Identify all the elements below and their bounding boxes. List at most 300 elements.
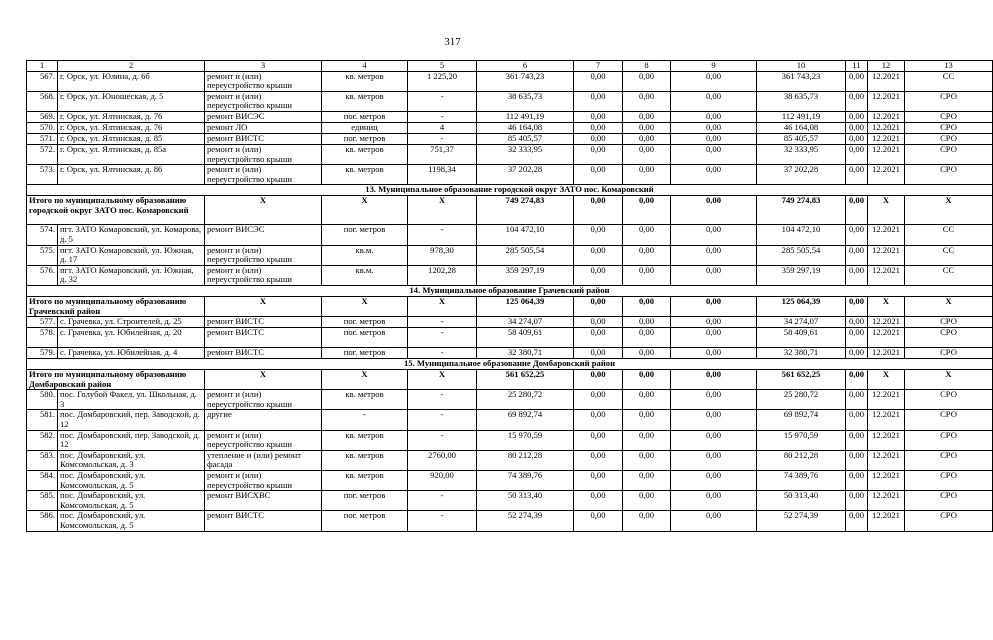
owner-funds: 58 409,61	[757, 328, 846, 348]
address: с. Грачевка, ул. Юбилейная, д. 4	[58, 348, 205, 359]
x-mark: X	[868, 196, 905, 225]
quantity: 920,00	[408, 471, 477, 491]
row-number: 577.	[27, 317, 58, 328]
completion-date: 12.2021	[868, 133, 905, 144]
work-type: ремонт и (или) переустройство крыши	[205, 430, 322, 450]
work-type: ремонт ВИСТС	[205, 133, 322, 144]
row-number: 586.	[27, 511, 58, 531]
row-number: 582.	[27, 430, 58, 450]
cost-value: 0,00	[671, 511, 757, 531]
column-number-row	[27, 61, 993, 72]
quantity: -	[408, 317, 477, 328]
column-number: 4	[322, 61, 408, 72]
column-number: 2	[58, 61, 205, 72]
cost-value: 0,00	[623, 245, 671, 265]
quantity: -	[408, 91, 477, 111]
total-cost: 85 405,57	[477, 133, 574, 144]
address: г. Орск, ул. Юношеская, д. 5	[58, 91, 205, 111]
unit: кв. метров	[322, 91, 408, 111]
cost-value: 0,00	[574, 225, 623, 245]
total-cost: 52 274,39	[477, 511, 574, 531]
cost-value: 0,00	[574, 491, 623, 511]
completion-date: 12.2021	[868, 450, 905, 470]
address: пгт. ЗАТО Комаровский, ул. Южная, д. 17	[58, 245, 205, 265]
x-mark: X	[905, 296, 993, 316]
subtotal-title: Итого по муниципальному образованию Домбаровский район	[27, 370, 205, 390]
owner-funds: 46 164,08	[757, 122, 846, 133]
completion-date: 12.2021	[868, 317, 905, 328]
cost-value: 0,00	[623, 133, 671, 144]
cost-value: 0,00	[671, 471, 757, 491]
table-row	[27, 71, 993, 91]
fund-method: СРО	[905, 91, 993, 111]
owner-funds: 15 970,59	[757, 430, 846, 450]
cost-value: 0,00	[623, 165, 671, 185]
cost-value: 0,00	[623, 111, 671, 122]
cost-value: 0,00	[574, 471, 623, 491]
table-row	[27, 328, 993, 348]
owner-funds: 285 505,54	[757, 245, 846, 265]
total-cost: 80 212,28	[477, 450, 574, 470]
work-type: другие	[205, 410, 322, 430]
fund-method: СРО	[905, 430, 993, 450]
work-type: ремонт и (или) переустройство крыши	[205, 471, 322, 491]
unit: кв. метров	[322, 471, 408, 491]
total-cost: 112 491,19	[477, 111, 574, 122]
table-body	[27, 61, 993, 532]
quantity: 1 225,20	[408, 71, 477, 91]
unit: пог. метров	[322, 133, 408, 144]
cost-value: 0,00	[671, 144, 757, 164]
table-row	[27, 430, 993, 450]
quantity: 978,30	[408, 245, 477, 265]
work-type: ремонт и (или) переустройство крыши	[205, 165, 322, 185]
cost-value: 0,00	[671, 122, 757, 133]
row-number: 569.	[27, 111, 58, 122]
fund-method: СРО	[905, 410, 993, 430]
owner-funds: 80 212,28	[757, 450, 846, 470]
cost-value: 0,00	[671, 265, 757, 285]
row-number: 567.	[27, 71, 58, 91]
unit: кв. метров	[322, 144, 408, 164]
x-mark: X	[322, 370, 408, 390]
cost-value: 0,00	[671, 296, 757, 316]
owner-funds: 34 274,07	[757, 317, 846, 328]
section-title: 14. Муниципальное образование Грачевский район	[27, 285, 993, 296]
row-number: 579.	[27, 348, 58, 359]
table-row	[27, 265, 993, 285]
section-header-row	[27, 185, 993, 196]
quantity: -	[408, 111, 477, 122]
address: г. Орск, ул. Ялтинская, д. 85а	[58, 144, 205, 164]
cost-value: 0,00	[846, 111, 868, 122]
owner-funds: 69 892,74	[757, 410, 846, 430]
column-number: 7	[574, 61, 623, 72]
fund-method: СРО	[905, 471, 993, 491]
address: пос. Домбаровский, ул. Комсомольская, д. 5	[58, 491, 205, 511]
completion-date: 12.2021	[868, 348, 905, 359]
cost-value: 0,00	[846, 430, 868, 450]
owner-funds: 749 274,83	[757, 196, 846, 225]
row-number: 580.	[27, 390, 58, 410]
owner-funds: 50 313,40	[757, 491, 846, 511]
fund-method: СРО	[905, 511, 993, 531]
cost-value: 0,00	[846, 71, 868, 91]
cost-value: 0,00	[623, 317, 671, 328]
fund-method: СРО	[905, 328, 993, 348]
owner-funds: 112 491,19	[757, 111, 846, 122]
cost-value: 0,00	[846, 144, 868, 164]
unit: кв. метров	[322, 165, 408, 185]
column-number: 11	[846, 61, 868, 72]
column-number: 8	[623, 61, 671, 72]
cost-value: 0,00	[846, 511, 868, 531]
column-number: 9	[671, 61, 757, 72]
cost-value: 0,00	[623, 450, 671, 470]
cost-value: 0,00	[846, 370, 868, 390]
cost-value: 0,00	[671, 491, 757, 511]
completion-date: 12.2021	[868, 71, 905, 91]
cost-value: 0,00	[671, 245, 757, 265]
total-cost: 749 274,83	[477, 196, 574, 225]
section-title: 15. Муниципальное образование Домбаровский район	[27, 359, 993, 370]
quantity: 2760,00	[408, 450, 477, 470]
unit: кв. метров	[322, 430, 408, 450]
quantity: -	[408, 491, 477, 511]
table-row	[27, 133, 993, 144]
cost-value: 0,00	[574, 430, 623, 450]
unit: пог. метров	[322, 328, 408, 348]
cost-value: 0,00	[671, 390, 757, 410]
total-cost: 125 064,39	[477, 296, 574, 316]
completion-date: 12.2021	[868, 122, 905, 133]
cost-value: 0,00	[671, 133, 757, 144]
table-row	[27, 91, 993, 111]
cost-value: 0,00	[623, 491, 671, 511]
cost-value: 0,00	[574, 410, 623, 430]
completion-date: 12.2021	[868, 165, 905, 185]
cost-value: 0,00	[574, 390, 623, 410]
unit: кв. метров	[322, 390, 408, 410]
work-type: ремонт ВИСТС	[205, 328, 322, 348]
row-number: 583.	[27, 450, 58, 470]
fund-method: СС	[905, 245, 993, 265]
cost-value: 0,00	[623, 91, 671, 111]
table-row	[27, 245, 993, 265]
work-type: ремонт ВИСЭС	[205, 225, 322, 245]
cost-value: 0,00	[671, 165, 757, 185]
cost-value: 0,00	[623, 390, 671, 410]
quantity: -	[408, 133, 477, 144]
page-number: 317	[444, 36, 461, 48]
cost-value: 0,00	[846, 348, 868, 359]
work-type: ремонт и (или) переустройство крыши	[205, 71, 322, 91]
unit: пог. метров	[322, 511, 408, 531]
table-row	[27, 111, 993, 122]
quantity: -	[408, 348, 477, 359]
cost-value: 0,00	[574, 71, 623, 91]
work-type: утепление и (или) ремонт фасада	[205, 450, 322, 470]
total-cost: 32 333,95	[477, 144, 574, 164]
row-number: 571.	[27, 133, 58, 144]
table-row	[27, 390, 993, 410]
section-header-row	[27, 359, 993, 370]
cost-value: 0,00	[846, 296, 868, 316]
table-row	[27, 471, 993, 491]
total-cost: 15 970,59	[477, 430, 574, 450]
cost-value: 0,00	[846, 471, 868, 491]
section-header-row	[27, 285, 993, 296]
cost-value: 0,00	[846, 225, 868, 245]
owner-funds: 38 635,73	[757, 91, 846, 111]
completion-date: 12.2021	[868, 111, 905, 122]
address: г. Орск, ул. Ялтинская, д. 76	[58, 111, 205, 122]
cost-value: 0,00	[623, 144, 671, 164]
unit: кв. метров	[322, 71, 408, 91]
cost-value: 0,00	[846, 196, 868, 225]
unit: кв. метров	[322, 450, 408, 470]
row-number: 568.	[27, 91, 58, 111]
cost-value: 0,00	[846, 122, 868, 133]
address: пос. Домбаровский, ул. Комсомольская, д. 3	[58, 450, 205, 470]
address: г. Орск, ул. Ялтинская, д. 85	[58, 133, 205, 144]
x-mark: X	[905, 196, 993, 225]
owner-funds: 561 652,25	[757, 370, 846, 390]
row-number: 585.	[27, 491, 58, 511]
subtotal-title: Итого по муниципальному образованию городской округ ЗАТО пос. Комаровский	[27, 196, 205, 225]
completion-date: 12.2021	[868, 245, 905, 265]
work-type: ремонт ВИСТС	[205, 317, 322, 328]
work-type: ремонт ВИСТС	[205, 511, 322, 531]
capital-repair-table	[26, 60, 993, 532]
owner-funds: 32 380,71	[757, 348, 846, 359]
completion-date: 12.2021	[868, 225, 905, 245]
total-cost: 38 635,73	[477, 91, 574, 111]
owner-funds: 359 297,19	[757, 265, 846, 285]
completion-date: 12.2021	[868, 471, 905, 491]
row-number: 576.	[27, 265, 58, 285]
work-type: ремонт ЛО	[205, 122, 322, 133]
address: пгт. ЗАТО Комаровский, ул. Комарова, д. 5	[58, 225, 205, 245]
fund-method: СРО	[905, 348, 993, 359]
total-cost: 58 409,61	[477, 328, 574, 348]
column-number: 6	[477, 61, 574, 72]
table-row	[27, 348, 993, 359]
row-number: 573.	[27, 165, 58, 185]
owner-funds: 125 064,39	[757, 296, 846, 316]
cost-value: 0,00	[574, 296, 623, 316]
unit: единиц	[322, 122, 408, 133]
cost-value: 0,00	[574, 111, 623, 122]
cost-value: 0,00	[846, 491, 868, 511]
table-row	[27, 225, 993, 245]
table-row	[27, 144, 993, 164]
fund-method: СС	[905, 225, 993, 245]
cost-value: 0,00	[574, 144, 623, 164]
unit: -	[322, 410, 408, 430]
owner-funds: 32 333,95	[757, 144, 846, 164]
owner-funds: 37 202,28	[757, 165, 846, 185]
cost-value: 0,00	[623, 410, 671, 430]
section-title: 13. Муниципальное образование городской округ ЗАТО пос. Комаровский	[27, 185, 993, 196]
owner-funds: 74 389,76	[757, 471, 846, 491]
cost-value: 0,00	[623, 265, 671, 285]
cost-value: 0,00	[574, 370, 623, 390]
cost-value: 0,00	[671, 225, 757, 245]
quantity: -	[408, 430, 477, 450]
fund-method: СРО	[905, 491, 993, 511]
subtotal-title: Итого по муниципальному образованию Грачевский район	[27, 296, 205, 316]
cost-value: 0,00	[574, 196, 623, 225]
x-mark: X	[408, 370, 477, 390]
unit: пог. метров	[322, 491, 408, 511]
total-cost: 50 313,40	[477, 491, 574, 511]
cost-value: 0,00	[846, 265, 868, 285]
subtotal-row	[27, 196, 993, 225]
total-cost: 69 892,74	[477, 410, 574, 430]
row-number: 575.	[27, 245, 58, 265]
address: пос. Домбаровский, ул. Комсомольская, д. 5	[58, 471, 205, 491]
owner-funds: 52 274,39	[757, 511, 846, 531]
cost-value: 0,00	[623, 511, 671, 531]
table-row	[27, 511, 993, 531]
owner-funds: 361 743,23	[757, 71, 846, 91]
cost-value: 0,00	[574, 165, 623, 185]
owner-funds: 85 405,57	[757, 133, 846, 144]
cost-value: 0,00	[574, 328, 623, 348]
completion-date: 12.2021	[868, 430, 905, 450]
row-number: 574.	[27, 225, 58, 245]
x-mark: X	[868, 370, 905, 390]
owner-funds: 104 472,10	[757, 225, 846, 245]
cost-value: 0,00	[846, 328, 868, 348]
address: с. Грачевка, ул. Строителей, д. 25	[58, 317, 205, 328]
cost-value: 0,00	[623, 348, 671, 359]
cost-value: 0,00	[623, 122, 671, 133]
row-number: 584.	[27, 471, 58, 491]
cost-value: 0,00	[671, 196, 757, 225]
total-cost: 104 472,10	[477, 225, 574, 245]
work-type: ремонт и (или) переустройство крыши	[205, 245, 322, 265]
completion-date: 12.2021	[868, 410, 905, 430]
fund-method: СРО	[905, 317, 993, 328]
address: пос. Домбаровский, пер. Заводской, д. 12	[58, 410, 205, 430]
cost-value: 0,00	[574, 265, 623, 285]
cost-value: 0,00	[623, 430, 671, 450]
cost-value: 0,00	[846, 91, 868, 111]
cost-value: 0,00	[623, 296, 671, 316]
quantity: 1202,28	[408, 265, 477, 285]
cost-value: 0,00	[623, 196, 671, 225]
cost-value: 0,00	[574, 133, 623, 144]
cost-value: 0,00	[623, 71, 671, 91]
fund-method: СРО	[905, 133, 993, 144]
row-number: 572.	[27, 144, 58, 164]
cost-value: 0,00	[671, 450, 757, 470]
column-number: 12	[868, 61, 905, 72]
subtotal-row	[27, 296, 993, 316]
work-type: ремонт и (или) переустройство крыши	[205, 390, 322, 410]
fund-method: СРО	[905, 450, 993, 470]
x-mark: X	[408, 196, 477, 225]
quantity: -	[408, 511, 477, 531]
quantity: -	[408, 328, 477, 348]
quantity: -	[408, 410, 477, 430]
cost-value: 0,00	[846, 245, 868, 265]
cost-value: 0,00	[671, 328, 757, 348]
x-mark: X	[322, 196, 408, 225]
row-number: 570.	[27, 122, 58, 133]
owner-funds: 25 280,72	[757, 390, 846, 410]
total-cost: 46 164,08	[477, 122, 574, 133]
total-cost: 34 274,07	[477, 317, 574, 328]
unit: пог. метров	[322, 111, 408, 122]
x-mark: X	[408, 296, 477, 316]
fund-method: СС	[905, 265, 993, 285]
cost-value: 0,00	[623, 328, 671, 348]
total-cost: 359 297,19	[477, 265, 574, 285]
table-row	[27, 450, 993, 470]
unit: пог. метров	[322, 348, 408, 359]
quantity: -	[408, 225, 477, 245]
unit: кв.м.	[322, 245, 408, 265]
column-number: 1	[27, 61, 58, 72]
cost-value: 0,00	[574, 450, 623, 470]
work-type: ремонт и (или) переустройство крыши	[205, 265, 322, 285]
fund-method: СРО	[905, 165, 993, 185]
work-type: ремонт ВИСХВС	[205, 491, 322, 511]
fund-method: СРО	[905, 111, 993, 122]
total-cost: 25 280,72	[477, 390, 574, 410]
quantity: 1198,34	[408, 165, 477, 185]
total-cost: 32 380,71	[477, 348, 574, 359]
address: г. Орск, ул. Ялтинская, д. 86	[58, 165, 205, 185]
work-type: ремонт и (или) переустройство крыши	[205, 91, 322, 111]
completion-date: 12.2021	[868, 144, 905, 164]
address: пос. Домбаровский, пер. Заводской, д. 12	[58, 430, 205, 450]
address: с. Грачевка, ул. Юбилейная, д. 20	[58, 328, 205, 348]
address: пос. Домбаровский, ул. Комсомольская, д. 5	[58, 511, 205, 531]
fund-method: СРО	[905, 390, 993, 410]
table-row	[27, 165, 993, 185]
completion-date: 12.2021	[868, 390, 905, 410]
column-number: 3	[205, 61, 322, 72]
cost-value: 0,00	[671, 430, 757, 450]
unit: пог. метров	[322, 225, 408, 245]
column-number: 5	[408, 61, 477, 72]
quantity: -	[408, 390, 477, 410]
cost-value: 0,00	[623, 370, 671, 390]
cost-value: 0,00	[671, 370, 757, 390]
x-mark: X	[905, 370, 993, 390]
table-row	[27, 491, 993, 511]
cost-value: 0,00	[623, 225, 671, 245]
total-cost: 74 389,76	[477, 471, 574, 491]
address: пгт. ЗАТО Комаровский, ул. Южная, д. 32	[58, 265, 205, 285]
unit: пог. метров	[322, 317, 408, 328]
cost-value: 0,00	[671, 111, 757, 122]
completion-date: 12.2021	[868, 491, 905, 511]
cost-value: 0,00	[671, 410, 757, 430]
table-row	[27, 317, 993, 328]
cost-value: 0,00	[671, 317, 757, 328]
fund-method: СРО	[905, 122, 993, 133]
completion-date: 12.2021	[868, 328, 905, 348]
cost-value: 0,00	[574, 122, 623, 133]
cost-value: 0,00	[846, 410, 868, 430]
cost-value: 0,00	[846, 165, 868, 185]
row-number: 578.	[27, 328, 58, 348]
